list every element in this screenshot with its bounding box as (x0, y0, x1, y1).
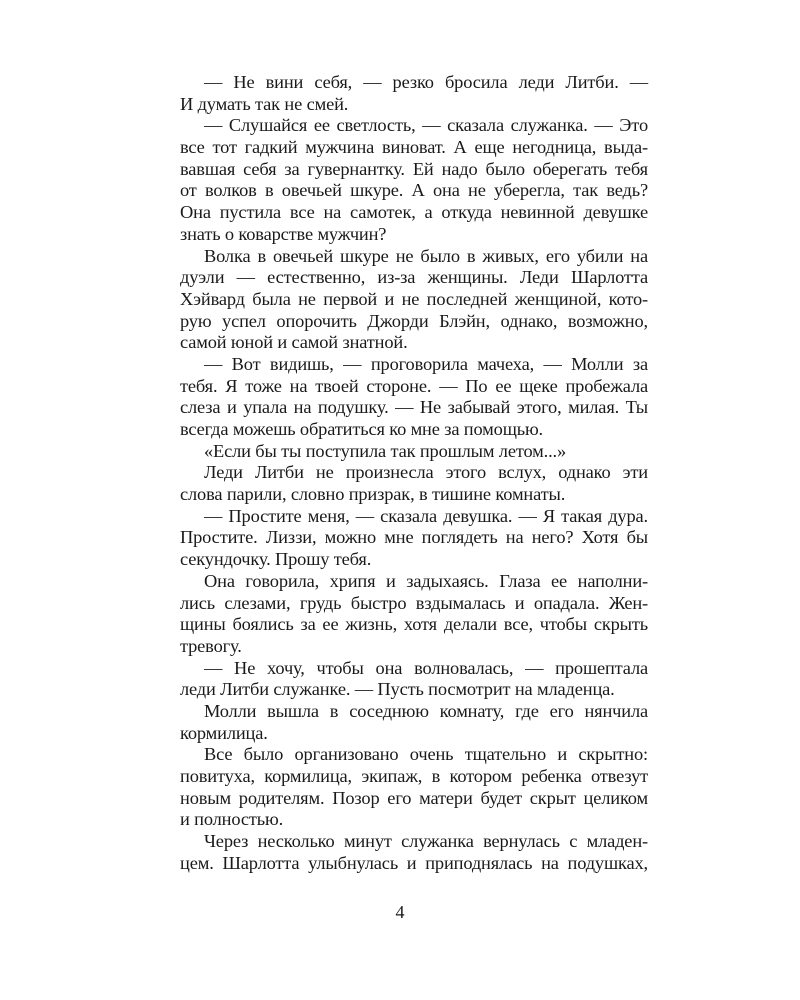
text-line: Волка в овечьей шкуре не было в живых, его убили на (204, 245, 648, 266)
text-line: дуэли — естественно, из-за женщины. Леди Шарлотта (180, 267, 648, 288)
text-line: кормилица. (180, 722, 268, 743)
paragraph (180, 701, 648, 744)
text-line: новым родителям. Позор его матери будет скрыт целиком (180, 787, 648, 808)
page-number: 4 (395, 902, 405, 922)
text-line: — Простите меня, — сказала девушка. — Я такая дура. (204, 505, 648, 526)
text-line: слова парили, словно призрак, в тишине комнаты. (180, 484, 566, 505)
text-line: Через несколько минут служанка вернулась с младен- (204, 831, 648, 852)
paragraph (180, 246, 648, 354)
text-line: Простите. Лиззи, можно мне поглядеть на него? Хотя бы (180, 527, 648, 548)
text-line: — Не вини себя, — резко бросила леди Литби. — (204, 72, 648, 92)
text-line: тревогу. (180, 635, 242, 656)
text-line: лись слезами, грудь быстро вздымалась и опадала. Жен- (180, 592, 648, 613)
text-line: — Не хочу, чтобы она волновалась, — прошептала (204, 657, 648, 678)
text-line: «Если бы ты поступила так прошлым летом...» (204, 440, 567, 461)
text-line: щины боялись за ее жизнь, хотя делали все, чтобы скрыть (180, 614, 648, 635)
paragraph (180, 506, 648, 571)
text-line: от волков в овечьей шкуре. А она не уберегла, так ведь? (180, 180, 648, 201)
paragraph (180, 72, 648, 115)
paragraph (180, 571, 648, 658)
text-line: — Вот видишь, — проговорила мачеха, — Молли за (204, 353, 648, 374)
text-line: самой юной и самой знатной. (180, 332, 408, 353)
page-body (180, 72, 648, 874)
paragraph (180, 744, 648, 831)
text-line: тебя. Я тоже на твоей стороне. — По ее щеке пробежала (180, 375, 648, 396)
text-line: Молли вышла в соседнюю комнату, где его нянчила (204, 700, 648, 721)
text-line: повитуха, кормилица, экипаж, в котором ребенка отвезут (180, 766, 648, 786)
text-line: всегда можешь обратиться ко мне за помощью. (180, 419, 543, 439)
text-line: Она говорила, хрипя и задыхаясь. Глаза ее наполни- (204, 570, 648, 591)
text-line: секундочку. Прошу тебя. (180, 549, 372, 570)
text-line: знать о коварстве мужчин? (180, 223, 387, 244)
text-line: Все было организовано очень тщательно и скрытно: (204, 744, 648, 765)
text-line: — Слушайся ее светлость, — сказала служанка. — Это (204, 115, 648, 136)
text-line: вавшая себя за гувернантку. Ей надо было оберегать тебя (180, 158, 648, 179)
text-line: и полностью. (180, 809, 284, 830)
paragraph (180, 462, 648, 505)
paragraph (180, 441, 648, 463)
text-line: леди Литби служанке. — Пусть посмотрит на младенца. (180, 679, 615, 700)
text-line: цем. Шарлотта улыбнулась и приподнялась на подушках, (180, 852, 648, 873)
text-line: слеза и упала на подушку. — Не забывай этого, милая. Ты (180, 397, 648, 418)
text-line: все тот гадкий мужчина виноват. А еще негодница, выда- (180, 137, 648, 158)
text-line: Хэйвард была не первой и не последней женщиной, кото- (180, 288, 648, 309)
paragraph (180, 658, 648, 701)
text-line: Она пустила все на самотек, а откуда невинной девушке (180, 202, 648, 223)
paragraph (180, 831, 648, 874)
text-line: Леди Литби не произнесла этого вслух, однако эти (204, 462, 648, 483)
text-line: И думать так не смей. (180, 93, 349, 114)
paragraph (180, 115, 648, 245)
text-line: рую успел опорочить Джорди Блэйн, однако, возможно, (180, 310, 648, 331)
paragraph (180, 354, 648, 441)
